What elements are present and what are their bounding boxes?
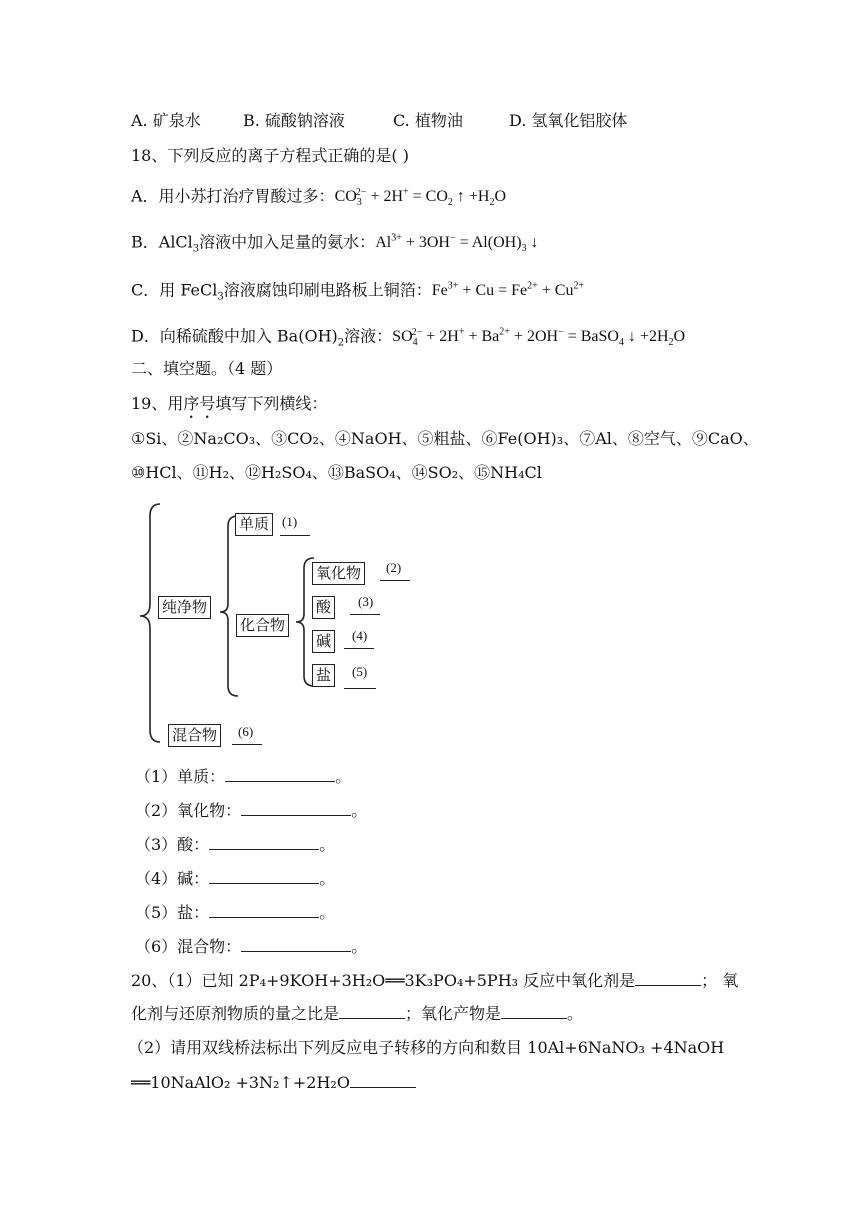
q18-option-d: D．向稀硫酸中加入 $Ba(OH)_2$溶液：$SO_4^{2-} + 2H^+ + Ba^{2+} + 2OH^-$ = BaSO$_4$ ↓ $+2H_2O$ bbox=[131, 326, 686, 349]
q20-part2-mid: ；氧化产物是 bbox=[405, 1004, 502, 1023]
q17-option-c: C. 植物油 bbox=[393, 111, 463, 130]
answer-3-end: 。 bbox=[319, 835, 336, 854]
blank-5-line bbox=[344, 688, 376, 689]
answer-6-label: （6）混合物： bbox=[135, 937, 242, 956]
q19-items-line-1: ①Si、②Na₂CO₃、③CO₂、④NaOH、⑤粗盐、⑥Fe(OH)₃、⑦Al、⑧空气、⑨CaO、 bbox=[131, 429, 759, 448]
q20-line-3: （2）请用双线桥法标出下列反应电子转移的方向和数目 10Al+6NaNO₃ +4NaOH bbox=[128, 1038, 725, 1057]
oxide-box: 氧化物 bbox=[312, 562, 365, 585]
q20-equation-end: ══10NaAlO₂ +3N₂↑+2H₂O bbox=[131, 1073, 350, 1092]
answer-1-label: （1）单质： bbox=[135, 767, 226, 786]
answer-4-blank[interactable] bbox=[209, 867, 319, 884]
answer-row-5 bbox=[135, 901, 335, 924]
blank-1-line bbox=[280, 535, 310, 536]
q18-option-d-equation: $SO_4^{2-} + 2H^+ + Ba^{2+} + 2OH^-$ = BaSO$_4$ ↓ $+2H_2O$ bbox=[392, 327, 686, 349]
outer-brace bbox=[140, 504, 160, 742]
q17-option-d: D. 氢氧化铝胶体 bbox=[509, 111, 628, 130]
mixture-box: 混合物 bbox=[168, 724, 221, 747]
answer-5-end: 。 bbox=[319, 903, 336, 922]
q18-option-a-equation: $CO_3^{2-} + 2H^+ = CO_2$ ↑ $+H_2O$ bbox=[334, 187, 507, 209]
compound-box: 化合物 bbox=[236, 614, 289, 637]
acid-box: 酸 bbox=[312, 596, 335, 619]
answer-3-blank[interactable] bbox=[209, 833, 319, 850]
q20-ratio-blank[interactable] bbox=[339, 1002, 405, 1019]
answer-row-1 bbox=[135, 765, 351, 788]
q20-part1-sep: ； 氧 bbox=[701, 971, 739, 990]
answer-row-4 bbox=[135, 867, 335, 890]
q19-items-line-2: ⑩HCl、⑪H₂、⑫H₂SO₄、⑬BaSO₄、⑭SO₂、⑮NH₄Cl bbox=[131, 463, 542, 482]
q18-option-c: C．用 FeCl$_3$溶液腐蚀印刷电路板上铜箔：$Fe^{3+} + Cu = Fe^{2+} + Cu^{2+}$ bbox=[131, 280, 585, 303]
q18-option-a bbox=[131, 182, 506, 215]
answer-4-end: 。 bbox=[319, 869, 336, 888]
blank-5-number: (5) bbox=[352, 664, 368, 679]
q17-option-a: A. 矿泉水 bbox=[131, 111, 201, 130]
q17-option-b: B. 硫酸钠溶液 bbox=[243, 111, 345, 130]
q19-title-emphasis: 序号 bbox=[183, 394, 216, 413]
q18-option-b: B．AlCl$_3$溶液中加入足量的氨水：$Al^{3+} + 3OH^- = Al(OH)_3$ ↓ bbox=[131, 232, 539, 255]
answer-5-label: （5）盐： bbox=[135, 903, 210, 922]
answer-1-end: 。 bbox=[335, 767, 352, 786]
salt-box: 盐 bbox=[312, 664, 335, 687]
q20-part2-end: 。 bbox=[567, 1004, 584, 1023]
answer-4-label: （4）碱： bbox=[135, 869, 210, 888]
q18-option-b-equation: $Al^{3+} + 3OH^- = Al(OH)_3$ ↓ bbox=[375, 233, 539, 255]
blank-6-number: (6) bbox=[238, 724, 254, 739]
answer-2-label: （2）氧化物： bbox=[135, 801, 242, 820]
q20-line-1 bbox=[131, 969, 738, 992]
answer-row-3 bbox=[135, 833, 335, 856]
blank-6-line bbox=[232, 744, 262, 745]
answer-3-label: （3）酸： bbox=[135, 835, 210, 854]
q18-option-b-text-pre: B．AlCl bbox=[131, 232, 193, 252]
element-box: 单质 bbox=[235, 513, 273, 536]
answer-6-blank[interactable] bbox=[241, 935, 351, 952]
q19-title-post: 填写下列横线： bbox=[215, 394, 328, 413]
middle-brace bbox=[220, 516, 238, 696]
answer-row-6 bbox=[135, 935, 367, 958]
q20-oxidant-blank[interactable] bbox=[635, 969, 701, 986]
q17-options-row bbox=[131, 110, 627, 132]
blank-1-number: (1) bbox=[282, 514, 298, 529]
q18-title: 18、下列反应的离子方程式正确的是( ) bbox=[131, 146, 409, 165]
base-box: 碱 bbox=[312, 630, 335, 653]
blank-4-line bbox=[344, 648, 374, 649]
q18-option-c-equation: $Fe^{3+} + Cu = Fe^{2+} + Cu^{2+}$ bbox=[431, 281, 585, 300]
classification-diagram bbox=[132, 492, 432, 760]
q18-option-a-text: A．用小苏打治疗胃酸过多： bbox=[131, 186, 335, 206]
answer-1-blank[interactable] bbox=[225, 765, 335, 782]
q20-part1-pre: 20、（1）已知 2P₄+9KOH+3H₂O══3K₃PO₄+5PH₃ 反应中氧化剂是 bbox=[131, 971, 636, 990]
q20-product-blank[interactable] bbox=[501, 1002, 567, 1019]
answer-5-blank[interactable] bbox=[209, 901, 319, 918]
q19-title-pre: 19、用 bbox=[131, 394, 184, 413]
blank-3-number: (3) bbox=[358, 594, 374, 609]
answer-2-blank[interactable] bbox=[241, 799, 351, 816]
blank-4-number: (4) bbox=[352, 628, 368, 643]
blank-3-line bbox=[350, 614, 380, 615]
q18-option-d-text-post: 溶液： bbox=[344, 326, 393, 346]
section-2-title: 二、填空题。（4 题） bbox=[131, 359, 283, 378]
q20-line-2 bbox=[131, 1002, 583, 1025]
q20-line-4 bbox=[131, 1071, 416, 1094]
q18-option-c-text-post: 溶液腐蚀印刷电路板上铜箔： bbox=[223, 280, 432, 300]
answer-2-end: 。 bbox=[351, 801, 368, 820]
q20-electron-transfer-blank[interactable] bbox=[350, 1071, 416, 1088]
pure-substance-box: 纯净物 bbox=[158, 596, 211, 619]
q18-option-d-text-pre: D．向稀硫酸中加入 Ba(OH) bbox=[131, 326, 338, 346]
blank-2-number: (2) bbox=[386, 560, 402, 575]
answer-row-2 bbox=[135, 799, 367, 822]
q18-option-b-text-post: 溶液中加入足量的氨水： bbox=[199, 232, 376, 252]
answer-6-end: 。 bbox=[351, 937, 368, 956]
q18-option-c-text-pre: C．用 FeCl bbox=[131, 280, 218, 300]
blank-2-line bbox=[380, 580, 410, 581]
q19-title bbox=[131, 393, 327, 422]
q20-part2-pre: 化剂与还原剂物质的量之比是 bbox=[131, 1004, 340, 1023]
